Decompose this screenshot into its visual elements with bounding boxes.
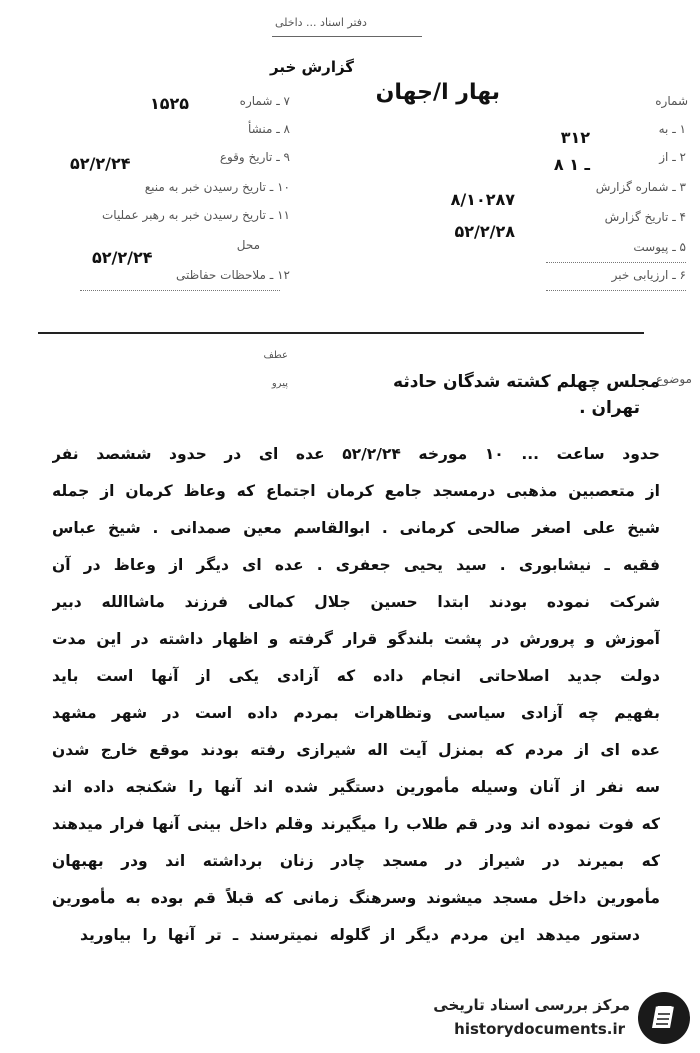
watermark (0, 988, 700, 1053)
body-line-14: دستور میدهد این مردم دیگر از گلوله نمیترسند ـ تر آنها را بیاورید (80, 926, 640, 944)
watermark-org-name: مرکز بررسی اسناد تاریخی (433, 996, 630, 1014)
field-report-date-value: ۵۲/۲/۲۸ (454, 222, 515, 241)
body-line-1: حدود ساعت ... ۱۰ مورخه ۵۲/۲/۲۴ عده ای در حدود ششصد نفر (52, 445, 660, 463)
field-report-number-value: ۸/۱۰۲۸۷ (450, 190, 515, 209)
field-10-label: ۱۰ ـ تاریخ رسیدن خبر به منبع (144, 180, 290, 194)
top-label: دفتر اسناد ... داخلی (275, 16, 367, 29)
subject-line-1: مجلس چهلم کشته شدگان حادثه (393, 372, 660, 392)
field-9-label: ۹ ـ تاریخ وقوع (219, 150, 290, 164)
header-divider (38, 332, 644, 334)
field-11-value: ۵۲/۲/۲۴ (92, 248, 153, 267)
top-underline (272, 36, 422, 37)
body-line-2: از متعصبین مذهبی درمسجد جامع کرمان اجتماع که وعاظ کرمان از جمله (52, 482, 660, 500)
field-number-label: شماره (655, 94, 688, 108)
body-line-13: مأمورین داخل مسجد میشوند وسرهنگ زمانی که قبلاً قم بوده به مأمورین (52, 889, 660, 907)
field-to-value: ۳۱۲ (560, 128, 590, 147)
subject-line-2: تهران . (579, 398, 640, 418)
field-report-date-label: ۴ ـ تاریخ گزارش (604, 210, 686, 224)
field-evaluation-label: ۶ ـ ارزیابی خبر (611, 268, 686, 282)
field-7-label: ۷ ـ شماره (239, 94, 290, 108)
body-line-10: سه نفر از آنان وسیله مأمورین دستگیر شده اند آنها را شکنجه داده اند (52, 778, 660, 796)
field-from-value: ۸ ـ ۱ (553, 155, 590, 174)
field-7-value: ۱۵۲۵ (150, 94, 190, 113)
body-line-11: که فوت نموده اند ودر قم طلاب را میگیرند وقلم داخل بینی آنها فرار میدهند (52, 815, 660, 833)
watermark-site: historydocuments.ir (454, 1020, 625, 1038)
body-line-7: دولت جدید اصلاحاتی انجام داده که آزادی یکی از آنها است باید (52, 667, 660, 685)
body-line-12: که بمیرند در شیراز در مسجد چادر زنان برداشته اند ودر بهبهان (52, 852, 660, 870)
body-line-5: شرکت نموده بودند ابتدا حسین جلال کمالی فرزند ماشاالله دبیر (52, 593, 660, 611)
peyro-label: پیرو (271, 378, 288, 389)
field-8-label: ۸ ـ منشأ (247, 122, 290, 136)
subject-label: موضوع (655, 372, 692, 386)
field-evaluation-line (546, 290, 686, 291)
atf-label: عطف (263, 350, 288, 361)
body-line-4: فقیه ـ نیشابوری . سید یحیی جعفری . عده ای دیگر از وعاظ در آن (52, 556, 660, 574)
field-12-line (80, 290, 280, 291)
form-title: گزارش خبر (270, 58, 355, 76)
scroll-logo-icon (636, 990, 692, 1046)
field-9-value: ۵۲/۲/۲۴ (70, 154, 131, 173)
field-attachment-label: ۵ ـ پیوست (633, 240, 686, 254)
body-line-8: بفهیم چه آزادی سیاسی وتظاهرات بمردم داده است در شهر مشهد (52, 704, 660, 722)
field-from-label: ۲ ـ از (659, 150, 686, 164)
field-to-label: ۱ ـ به (658, 122, 686, 136)
field-attachment-line (546, 262, 686, 263)
body-line-3: شیخ علی اصغر صالحی کرمانی . ابوالقاسم معین صمدانی . شیخ عباس (52, 519, 660, 537)
field-report-number-label: ۳ ـ شماره گزارش (595, 180, 686, 194)
field-number-value: بهار ا/جهان (375, 80, 500, 105)
field-place-label: محل (236, 238, 260, 252)
body-line-9: عده ای از مردم که بمنزل آیت اله شیرازی رفته بودند موقع خارج شدن (52, 741, 660, 759)
body-line-6: آموزش و پرورش در پشت بلندگو قرار گرفته و اظهار داشته در این مدت (52, 630, 660, 648)
field-12-label: ۱۲ ـ ملاحظات حفاظتی (176, 268, 290, 282)
field-11-label: ۱۱ ـ تاریخ رسیدن خبر به رهبر عملیات (101, 208, 290, 222)
